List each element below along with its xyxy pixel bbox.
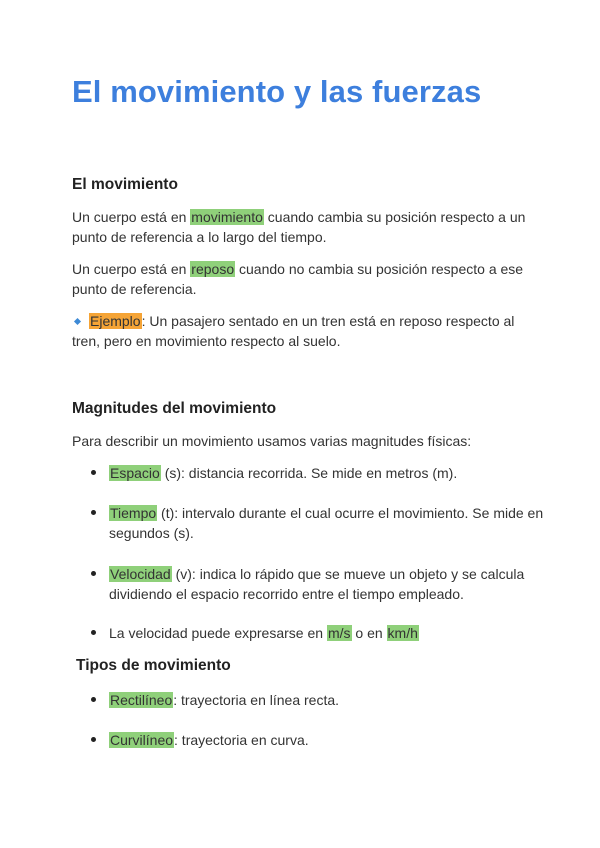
text: cuando cambia su posición respecto a un punto de referencia a lo largo del tiempo.	[72, 209, 526, 245]
text: (t): intervalo durante el cual ocurre el movimiento. Se mide en segundos (s).	[109, 505, 544, 541]
paragraph-reposo-definition	[72, 259, 542, 299]
highlight-term: movimiento	[191, 209, 263, 225]
highlight-term: Tiempo	[110, 505, 157, 521]
highlight-term: reposo	[191, 261, 235, 277]
text: cuando no cambia su posición respecto a ese punto de referencia.	[72, 261, 524, 297]
example-paragraph	[72, 311, 542, 351]
highlight-term: Velocidad	[110, 566, 171, 582]
text: o en	[351, 625, 387, 641]
highlight-unit: m/s	[327, 625, 351, 641]
text: La velocidad puede expresarse en	[109, 625, 327, 641]
section-heading-tipos: Tipos de movimiento	[76, 657, 231, 674]
paragraph-magnitudes-intro: Para describir un movimiento usamos varias magnitudes físicas:	[72, 433, 472, 449]
text: Un cuerpo está en	[72, 209, 191, 225]
list-item	[90, 463, 549, 483]
text: (s): distancia recorrida. Se mide en metros (m).	[160, 465, 458, 481]
text: Un cuerpo está en	[72, 261, 191, 277]
example-label: Ejemplo	[90, 313, 141, 329]
highlight-unit: km/h	[387, 625, 418, 641]
list-item	[90, 730, 549, 750]
highlight-term: Curvilíneo	[110, 732, 174, 748]
paragraph-movimiento-definition	[72, 207, 542, 247]
text: : trayectoria en línea recta.	[173, 692, 340, 708]
list-item	[90, 690, 549, 710]
text: (v): indica lo rápido que se mueve un objeto y se calcula dividiendo el espacio recorrido entre el tiempo empleado.	[109, 566, 525, 602]
diamond-bullet-icon	[74, 318, 81, 325]
text: : trayectoria en curva.	[174, 732, 309, 748]
highlight-term: Rectilíneo	[110, 692, 173, 708]
page-title: El movimiento y las fuerzas	[72, 74, 482, 109]
list-item	[90, 564, 549, 604]
list-item	[90, 503, 549, 543]
list-item	[90, 623, 549, 643]
text: : Un pasajero sentado en un tren está en reposo respecto al tren, pero en movimiento respecto al suelo.	[72, 313, 515, 349]
highlight-term: Espacio	[110, 465, 160, 481]
section-heading-movimiento: El movimiento	[72, 176, 178, 193]
section-heading-magnitudes: Magnitudes del movimiento	[72, 400, 277, 417]
